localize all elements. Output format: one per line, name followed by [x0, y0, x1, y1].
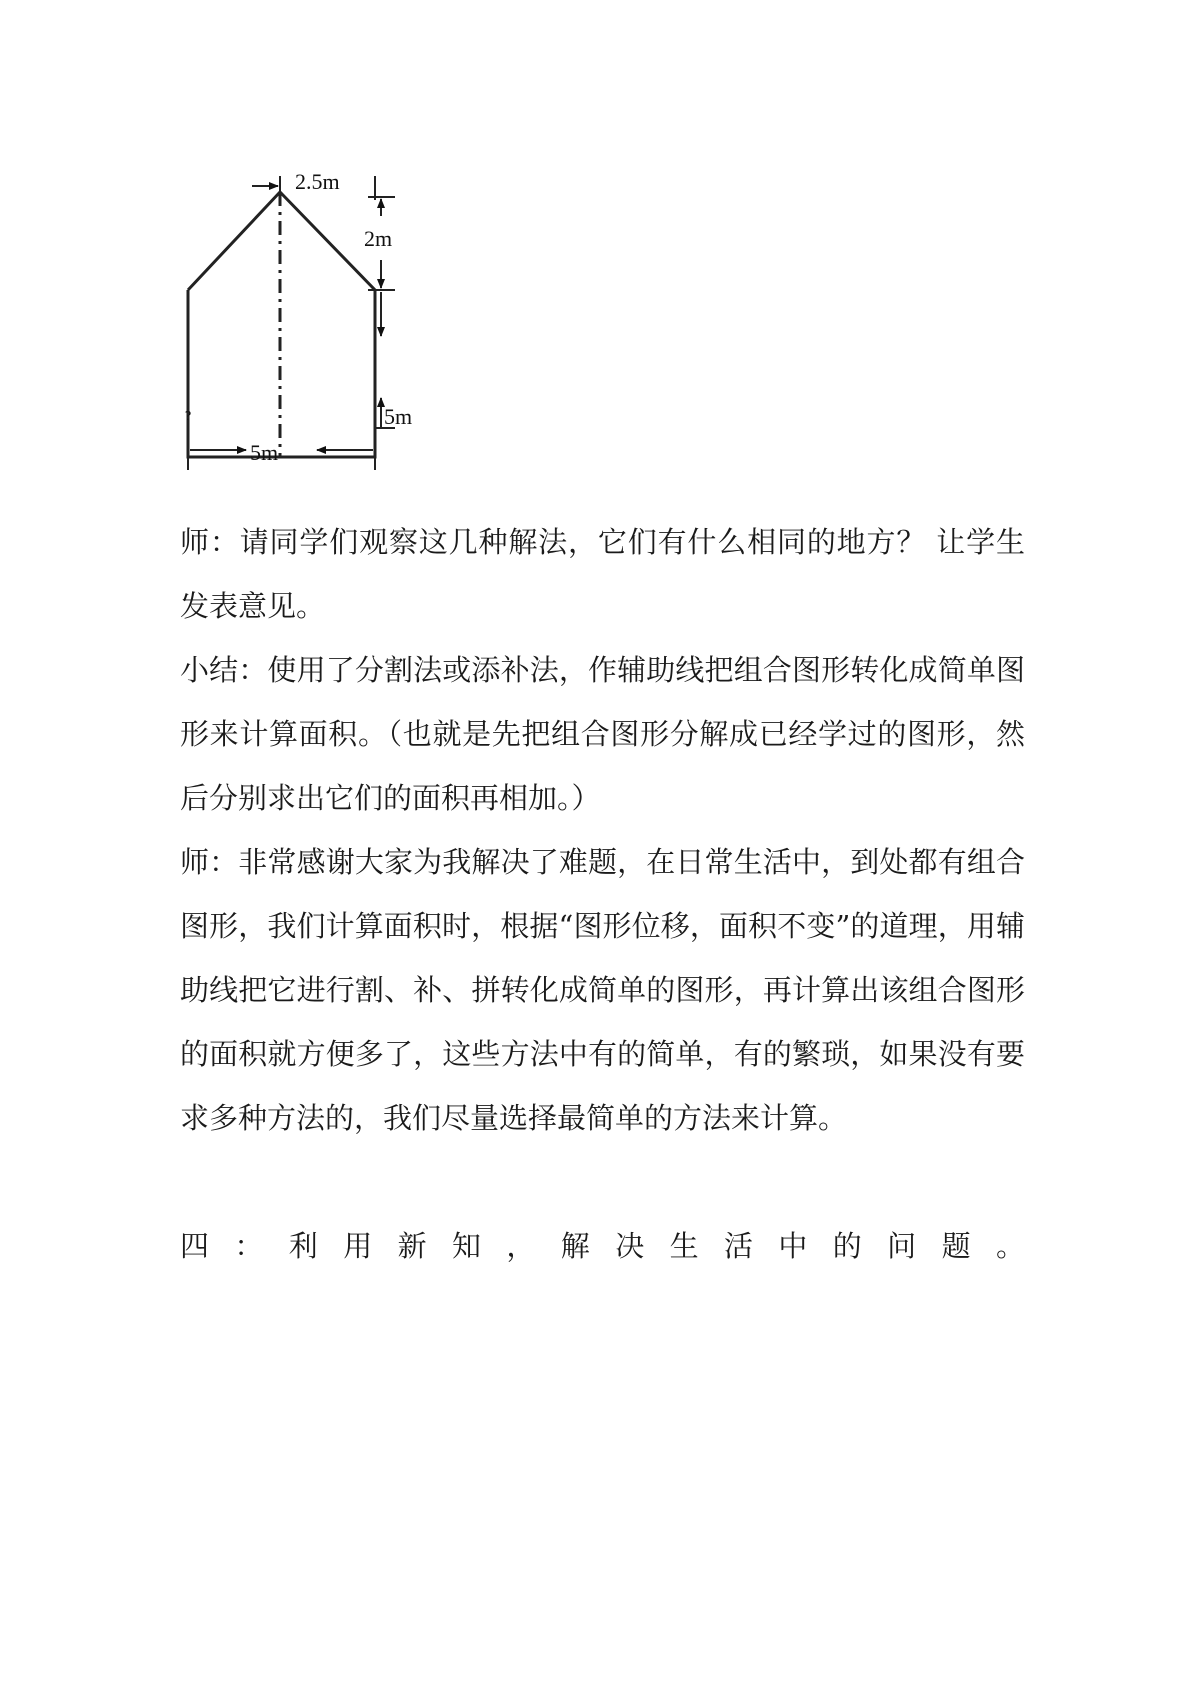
section-heading-four: 四：利用新知，解决生活中的问题。 — [180, 1229, 1025, 1263]
top-width-label: 2.5m — [295, 169, 340, 194]
roof-height-label: 2m — [364, 226, 393, 251]
paragraph-summary: 小结：使用了分割法或添补法，作辅助线把组合图形转化成简单图形来计算面积。（也就是先把组合图形分解成已经学过的图形，然后分别求出它们的面积再相加。） — [180, 653, 1025, 815]
paragraph-teacher-conclusion: 师：非常感谢大家为我解决了难题，在日常生活中，到处都有组合图形，我们计算面积时，根据“图形位移，面积不变”的道理，用辅助线把它进行割、补、拼转化成简单的图形，再计算出该组合图形的面积就方便多了，这些方法中有的简单，有的繁琐，如果没有要求多种方法的，我们尽量选择最简单的方法来计算。 — [180, 845, 1025, 1135]
question-mark-label: ? — [185, 409, 192, 424]
house-shape-diagram — [170, 150, 420, 470]
base-width-label: 5m — [250, 440, 279, 465]
paragraph-teacher-question: 师：请同学们观察这几种解法，它们有什么相同的地方？ 让学生发表意见。 — [180, 525, 1025, 623]
wall-height-label: 5m — [384, 404, 413, 429]
